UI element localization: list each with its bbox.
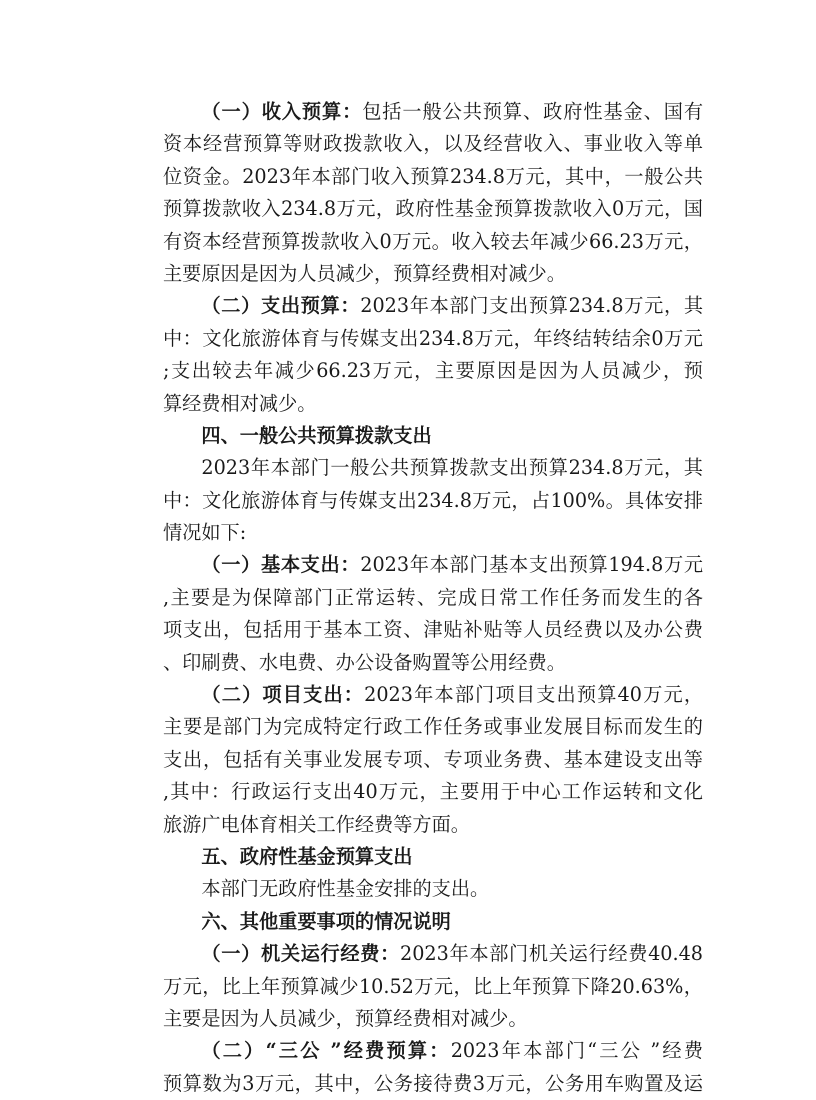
paragraph-lead: （一）机关运行经费： [201, 942, 400, 966]
section-heading [163, 906, 703, 938]
paragraph-text: 主要原因是因为人员减少，预算经费相对减少。 [163, 261, 566, 285]
paragraph-text: 旅游广电体育相关工作经费等方面。 [163, 812, 470, 836]
paragraph-text: 预算拨款收入234.8万元，政府性基金预算拨款收入0万元，国 [163, 197, 703, 221]
paragraph-line [163, 1035, 703, 1067]
paragraph-line [163, 679, 703, 711]
paragraph-line [163, 355, 703, 387]
paragraph-line [163, 873, 703, 905]
section-heading [163, 420, 703, 452]
paragraph-line [163, 226, 703, 258]
paragraph-text: 主要是部门为完成特定行政工作任务或事业发展目标而发生的 [163, 715, 703, 739]
paragraph-lead: （二）项目支出： [201, 683, 365, 707]
paragraph [163, 679, 703, 841]
paragraph-line [163, 485, 703, 517]
paragraph-line [163, 258, 703, 290]
paragraph-text: 有资本经营预算拨款收入0万元。收入较去年减少66.23万元， [163, 229, 703, 253]
section-title: 六、其他重要事项的情况说明 [201, 909, 451, 933]
paragraph-text: ,其中：行政运行支出40万元，主要用于中心工作运转和文化 [163, 780, 703, 804]
paragraph-text: 项支出，包括用于基本工资、津贴补贴等人员经费以及办公费 [163, 618, 703, 642]
paragraph-text: 万元，比上年预算减少10.52万元，比上年预算下降20.63%， [163, 974, 703, 998]
paragraph [163, 938, 703, 1035]
paragraph-text: 本部门无政府性基金安排的支出。 [201, 877, 490, 901]
paragraph-text: 中：文化旅游体育与传媒支出234.8万元，年终结转结余0万元 [163, 326, 703, 350]
section-heading [163, 841, 703, 873]
paragraph-text: 支出，包括有关事业发展专项、专项业务费、基本建设支出等 [163, 747, 703, 771]
paragraph-line [163, 614, 703, 646]
paragraph-line [163, 809, 703, 841]
paragraph [163, 452, 703, 549]
paragraph-text: 中：文化旅游体育与传媒支出234.8万元，占100%。具体安排 [163, 488, 703, 512]
paragraph-text: 、印刷费、水电费、办公设备购置等公用经费。 [163, 650, 566, 674]
paragraph-text: 资本经营预算等财政拨款收入，以及经营收入、事业收入等单 [163, 132, 703, 156]
paragraph-line [163, 971, 703, 1003]
paragraph-text: 预算数为3万元，其中，公务接待费3万元，公务用车购置及运 [163, 1071, 703, 1095]
section-title: 五、政府性基金预算支出 [201, 844, 413, 868]
paragraph-text: 主要是因为人员减少，预算经费相对减少。 [163, 1006, 528, 1030]
paragraph-line [163, 582, 703, 614]
paragraph [163, 549, 703, 679]
paragraph [163, 1035, 703, 1100]
paragraph-line [163, 1068, 703, 1100]
paragraph [163, 290, 703, 420]
paragraph-line [163, 290, 703, 322]
paragraph-text: 情况如下: [163, 521, 247, 545]
paragraph-text: 2023年本部门支出预算234.8万元，其 [360, 294, 703, 318]
paragraph [163, 96, 703, 290]
paragraph-text: 2023年本部门项目支出预算40万元， [364, 683, 703, 707]
paragraph-line [163, 128, 703, 160]
paragraph-text: ,主要是为保障部门正常运转、完成日常工作任务而发生的各 [163, 585, 703, 609]
paragraph-text: ;支出较去年减少66.23万元，主要原因是因为人员减少，预 [163, 359, 703, 383]
paragraph-line [163, 388, 703, 420]
paragraph-line [163, 193, 703, 225]
paragraph-lead: （一）基本支出： [201, 553, 361, 577]
paragraph-lead: （一）收入预算： [201, 100, 363, 123]
paragraph-lead: （二）“三公 ”经费预算： [201, 1039, 451, 1063]
document-body [163, 96, 703, 1100]
paragraph-line [163, 938, 703, 970]
paragraph-line [163, 161, 703, 193]
paragraph-line [163, 452, 703, 484]
paragraph-text: 2023年本部门“三公 ”经费 [450, 1039, 703, 1063]
paragraph-text: 2023年本部门机关运行经费40.48 [399, 942, 703, 966]
paragraph [163, 873, 703, 905]
paragraph-text: 2023年本部门一般公共预算拨款支出预算234.8万元，其 [201, 456, 703, 480]
paragraph-line [163, 711, 703, 743]
paragraph-line [163, 647, 703, 679]
paragraph-text: 位资金。2023年本部门收入预算234.8万元，其中，一般公共 [163, 164, 703, 188]
paragraph-text: 2023年本部门基本支出预算194.8万元 [360, 553, 703, 577]
paragraph-text: 算经费相对减少。 [163, 391, 317, 415]
paragraph-line [163, 323, 703, 355]
paragraph-line [163, 776, 703, 808]
paragraph-line [163, 517, 703, 549]
paragraph-line [163, 96, 703, 128]
paragraph-lead: （二）支出预算： [201, 294, 361, 318]
paragraph-line [163, 549, 703, 581]
section-title: 四、一般公共预算拨款支出 [201, 423, 432, 447]
paragraph-text: 包括一般公共预算、政府性基金、国有 [362, 100, 703, 123]
paragraph-line [163, 744, 703, 776]
paragraph-line [163, 1003, 703, 1035]
